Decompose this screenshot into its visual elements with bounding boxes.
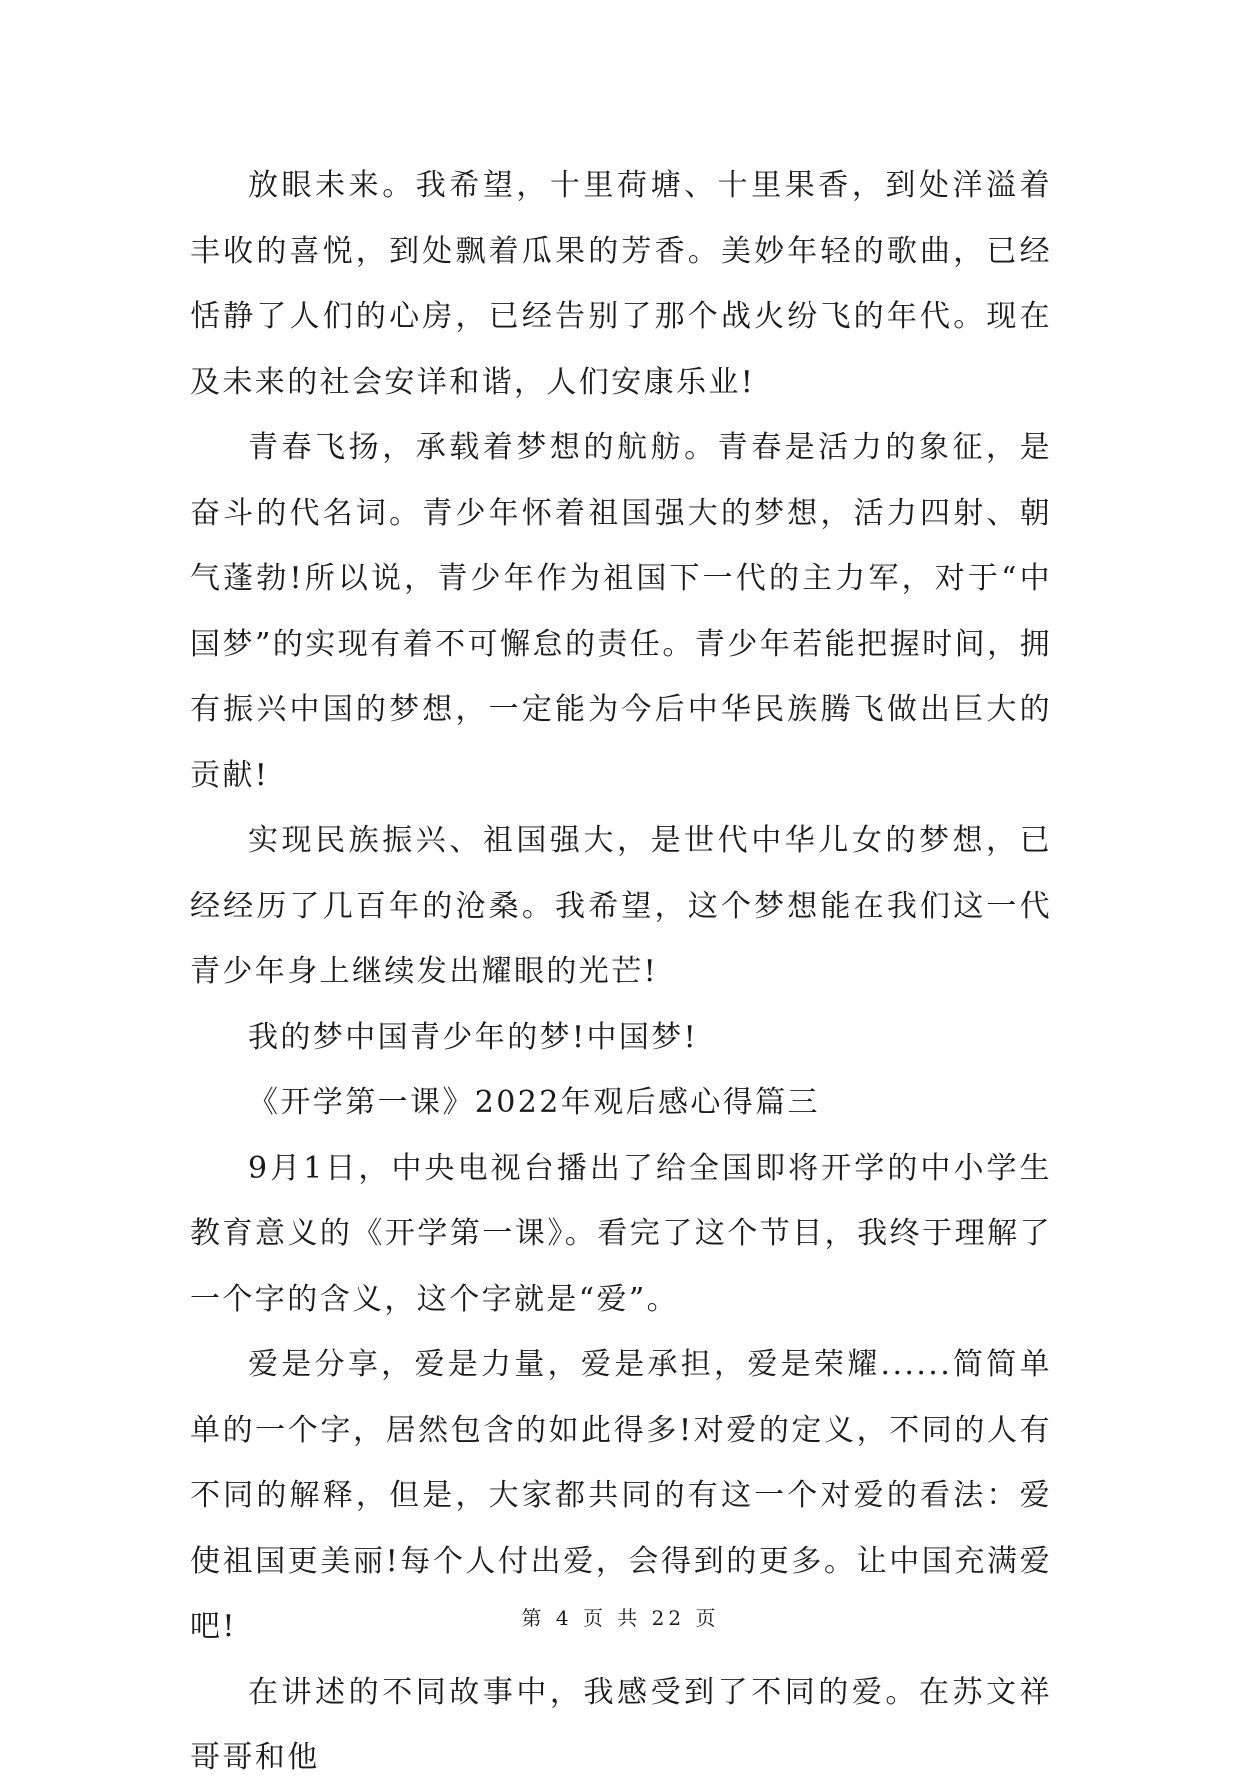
paragraph-stories: 在讲述的不同故事中，我感受到了不同的爱。在苏文祥哥哥和他 — [190, 1674, 1052, 1775]
paragraph-love: 爱是分享，爱是力量，爱是承担，爱是荣耀......简简单单的一个字，居然包含的如此得多!对爱的定义，不同的人有不同的解释，但是，大家都共同的有这一个对爱的看法：爱使祖国更美丽!每个人付出爱，会得到的更多。让中国充满爱吧! — [190, 1347, 1052, 1644]
body-text — [190, 153, 1052, 1791]
section-heading: 《开学第一课》2022年观后感心得篇三 — [248, 1085, 820, 1120]
paragraph-september: 9月1日，中央电视台播出了给全国即将开学的中小学生教育意义的《开学第一课》。看完了这个节目，我终于理解了一个字的含义，这个字就是“爱”。 — [190, 1150, 1052, 1317]
page-footer: 第 4 页 共 22 页 — [521, 1606, 720, 1630]
paragraph-revival: 实现民族振兴、祖国强大，是世代中华儿女的梦想，已经经历了几百年的沧桑。我希望，这个梦想能在我们这一代青少年身上继续发出耀眼的光芒! — [190, 823, 1052, 989]
paragraph-my-dream: 我的梦中国青少年的梦!中国梦! — [248, 1019, 699, 1055]
paragraph-youth: 青春飞扬，承载着梦想的航舫。青春是活力的象征，是奋斗的代名词。青少年怀着祖国强大的梦想，活力四射、朝气蓬勃!所以说，青少年作为祖国下一代的主力军，对于“中国梦”的实现有着不可懈怠的责任。青少年若能把握时间，拥有振兴中国的梦想，一定能为今后中华民族腾飞做出巨大的贡献! — [190, 430, 1052, 793]
paragraph-future: 放眼未来。我希望，十里荷塘、十里果香，到处洋溢着丰收的喜悦，到处飘着瓜果的芳香。美妙年轻的歌曲，已经恬静了人们的心房，已经告别了那个战火纷飞的年代。现在及未来的社会安详和谐，人们安康乐业! — [190, 168, 1052, 400]
